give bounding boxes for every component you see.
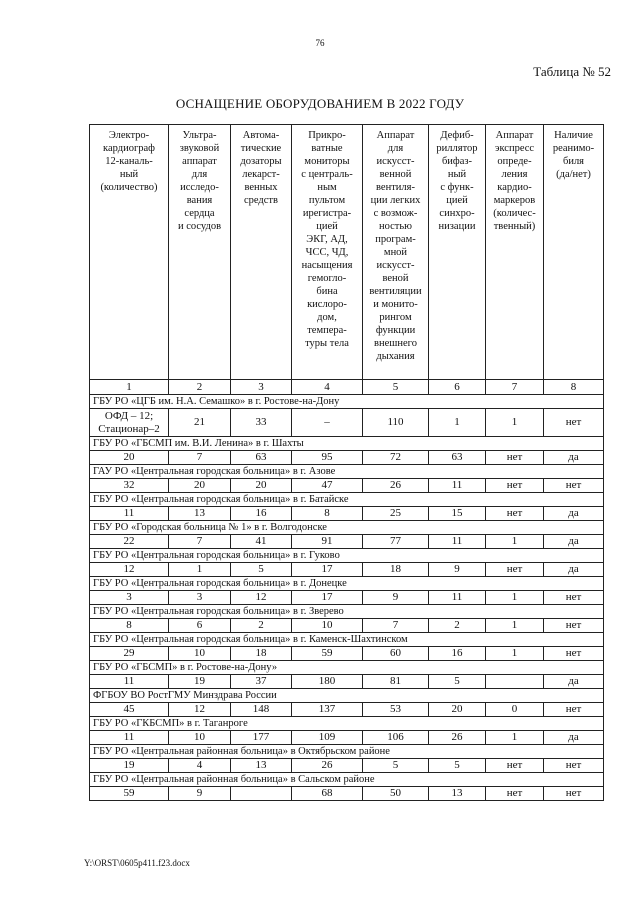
value-cell: 21 — [169, 409, 231, 437]
value-cell: 20 — [231, 479, 292, 493]
data-row — [90, 703, 604, 717]
column-number: 3 — [231, 380, 292, 395]
value-cell: 177 — [231, 731, 292, 745]
data-row — [90, 563, 604, 577]
value-cell: 17 — [292, 591, 363, 605]
organization-name: ГБУ РО «Городская больница № 1» в г. Волгодонске — [90, 521, 604, 535]
value-cell: 1 — [169, 563, 231, 577]
value-cell: 77 — [363, 535, 429, 549]
column-number: 6 — [429, 380, 486, 395]
value-cell: 60 — [363, 647, 429, 661]
column-number: 5 — [363, 380, 429, 395]
value-cell: 8 — [292, 507, 363, 521]
value-cell: 22 — [90, 535, 169, 549]
value-cell: да — [544, 563, 604, 577]
value-cell: нет — [486, 507, 544, 521]
organization-row — [90, 549, 604, 563]
value-cell: 95 — [292, 451, 363, 465]
value-cell: нет — [544, 703, 604, 717]
value-cell: 1 — [486, 409, 544, 437]
value-cell: да — [544, 535, 604, 549]
organization-name: ГБУ РО «Центральная городская больница» в г. Донецке — [90, 577, 604, 591]
value-cell: – — [292, 409, 363, 437]
header-row — [90, 125, 604, 380]
value-cell: 11 — [429, 479, 486, 493]
value-cell: нет — [486, 759, 544, 773]
value-cell: 53 — [363, 703, 429, 717]
organization-row — [90, 577, 604, 591]
value-cell: 68 — [292, 787, 363, 801]
value-cell: 1 — [486, 535, 544, 549]
value-cell: 20 — [169, 479, 231, 493]
organization-name: ФГБОУ ВО РостГМУ Минздрава России — [90, 689, 604, 703]
value-cell: 11 — [90, 731, 169, 745]
header-cell: Аппарат экспресс опреде- ления кардио- маркеров (количес- твенный) — [486, 125, 544, 380]
value-cell: 10 — [169, 731, 231, 745]
value-cell: 26 — [292, 759, 363, 773]
data-row — [90, 647, 604, 661]
value-cell: 180 — [292, 675, 363, 689]
value-cell: 15 — [429, 507, 486, 521]
value-cell: 33 — [231, 409, 292, 437]
value-cell: нет — [544, 409, 604, 437]
value-cell: 13 — [169, 507, 231, 521]
value-cell: 11 — [90, 507, 169, 521]
header-cell: Ультра- звуковой аппарат для исследо- вания сердца и сосудов — [169, 125, 231, 380]
data-row — [90, 731, 604, 745]
value-cell: нет — [486, 479, 544, 493]
value-cell: 19 — [90, 759, 169, 773]
value-cell: 20 — [90, 451, 169, 465]
value-cell: нет — [486, 787, 544, 801]
value-cell: 18 — [363, 563, 429, 577]
value-cell: да — [544, 507, 604, 521]
organization-row — [90, 633, 604, 647]
value-cell: 10 — [169, 647, 231, 661]
header-cell: Электро- кардиограф 12-каналь- ный (количество) — [90, 125, 169, 380]
value-cell: 137 — [292, 703, 363, 717]
value-cell: 5 — [363, 759, 429, 773]
organization-name: ГБУ РО «Центральная районная больница» в Сальском районе — [90, 773, 604, 787]
value-cell: 50 — [363, 787, 429, 801]
value-cell: нет — [544, 591, 604, 605]
value-cell: 11 — [429, 591, 486, 605]
value-cell: да — [544, 451, 604, 465]
value-cell: 32 — [90, 479, 169, 493]
value-cell: 41 — [231, 535, 292, 549]
organization-name: ГБУ РО «Центральная городская больница» в г. Зверево — [90, 605, 604, 619]
value-cell: нет — [544, 619, 604, 633]
value-cell: 25 — [363, 507, 429, 521]
value-cell: 1 — [486, 647, 544, 661]
value-cell: 12 — [169, 703, 231, 717]
organization-name: ГБУ РО «ГБСМП им. В.И. Ленина» в г. Шахты — [90, 437, 604, 451]
document-title: ОСНАЩЕНИЕ ОБОРУДОВАНИЕМ В 2022 ГОДУ — [175, 96, 465, 111]
value-cell — [231, 787, 292, 801]
value-cell: 8 — [90, 619, 169, 633]
value-cell: 13 — [429, 787, 486, 801]
value-cell: 7 — [169, 535, 231, 549]
organization-row — [90, 689, 604, 703]
value-cell: 19 — [169, 675, 231, 689]
value-cell: 37 — [231, 675, 292, 689]
value-cell: 3 — [169, 591, 231, 605]
data-row — [90, 759, 604, 773]
value-cell: нет — [544, 759, 604, 773]
value-cell: 109 — [292, 731, 363, 745]
value-cell: 63 — [429, 451, 486, 465]
value-cell: 9 — [363, 591, 429, 605]
data-row — [90, 787, 604, 801]
value-cell: 29 — [90, 647, 169, 661]
value-cell: 4 — [169, 759, 231, 773]
value-cell: 1 — [486, 731, 544, 745]
value-cell: 110 — [363, 409, 429, 437]
value-cell: да — [544, 675, 604, 689]
organization-row — [90, 395, 604, 409]
organization-row — [90, 521, 604, 535]
value-cell: 20 — [429, 703, 486, 717]
data-row — [90, 535, 604, 549]
value-cell: нет — [486, 451, 544, 465]
value-cell: 9 — [429, 563, 486, 577]
value-cell: 17 — [292, 563, 363, 577]
header-cell: Автома- тические дозаторы лекарст- венных средств — [231, 125, 292, 380]
value-cell: нет — [544, 787, 604, 801]
value-cell: 47 — [292, 479, 363, 493]
data-row — [90, 409, 604, 437]
value-cell: 45 — [90, 703, 169, 717]
value-cell: 1 — [486, 591, 544, 605]
value-cell: 3 — [90, 591, 169, 605]
value-cell: 106 — [363, 731, 429, 745]
data-row — [90, 619, 604, 633]
value-cell: да — [544, 731, 604, 745]
value-cell: 63 — [231, 451, 292, 465]
value-cell: 7 — [169, 451, 231, 465]
organization-name: ГБУ РО «Центральная городская больница» в г. Батайске — [90, 493, 604, 507]
value-cell: 5 — [231, 563, 292, 577]
organization-row — [90, 465, 604, 479]
data-row — [90, 479, 604, 493]
value-cell: 1 — [429, 409, 486, 437]
data-row — [90, 451, 604, 465]
organization-name: ГБУ РО «ГКБСМП» в г. Таганроге — [90, 717, 604, 731]
value-cell: 16 — [231, 507, 292, 521]
value-cell: 0 — [486, 703, 544, 717]
value-cell: 9 — [169, 787, 231, 801]
organization-row — [90, 717, 604, 731]
value-cell: 59 — [292, 647, 363, 661]
value-cell: 11 — [429, 535, 486, 549]
value-cell: 2 — [231, 619, 292, 633]
value-cell: нет — [544, 647, 604, 661]
value-cell: 81 — [363, 675, 429, 689]
table-body — [90, 395, 604, 801]
organization-name: ГБУ РО «Центральная районная больница» в Октябрьском районе — [90, 745, 604, 759]
organization-name: ГАУ РО «Центральная городская больница» в г. Азове — [90, 465, 604, 479]
value-cell: 5 — [429, 675, 486, 689]
column-number: 1 — [90, 380, 169, 395]
organization-row — [90, 493, 604, 507]
header-cell: Наличие реанимо- биля (да/нет) — [544, 125, 604, 380]
data-row — [90, 507, 604, 521]
value-cell: нет — [544, 479, 604, 493]
value-cell: 91 — [292, 535, 363, 549]
organization-name: ГБУ РО «Центральная городская больница» в г. Гуково — [90, 549, 604, 563]
value-cell: 2 — [429, 619, 486, 633]
organization-name: ГБУ РО «Центральная городская больница» в г. Каменск-Шахтинском — [90, 633, 604, 647]
organization-row — [90, 437, 604, 451]
value-cell: нет — [486, 563, 544, 577]
header-cell: Аппарат для искусст- венной вентиля- ции легких с возмож- ностью програм- мной искусст- веной вентиляции и монито- рингом функции внешнего дыхания — [363, 125, 429, 380]
table-number: Таблица № 52 — [533, 64, 611, 79]
value-cell: 26 — [429, 731, 486, 745]
file-path-footer: Y:\ORST\0605p411.f23.docx — [84, 858, 190, 868]
value-cell: 6 — [169, 619, 231, 633]
value-cell — [486, 675, 544, 689]
value-cell: 7 — [363, 619, 429, 633]
data-row — [90, 591, 604, 605]
value-cell: 12 — [231, 591, 292, 605]
page-number: 76 — [315, 38, 325, 48]
column-number: 2 — [169, 380, 231, 395]
value-cell: 13 — [231, 759, 292, 773]
value-cell: 10 — [292, 619, 363, 633]
value-cell: 18 — [231, 647, 292, 661]
value-cell: ОФД – 12; Стационар–2 — [90, 409, 169, 437]
organization-row — [90, 773, 604, 787]
value-cell: 72 — [363, 451, 429, 465]
header-cell: Дефиб- риллятор бифаз- ный с функ- цией синхро- низации — [429, 125, 486, 380]
organization-row — [90, 605, 604, 619]
data-row — [90, 675, 604, 689]
organization-row — [90, 661, 604, 675]
value-cell: 148 — [231, 703, 292, 717]
value-cell: 5 — [429, 759, 486, 773]
value-cell: 26 — [363, 479, 429, 493]
value-cell: 59 — [90, 787, 169, 801]
organization-name: ГБУ РО «ЦГБ им. Н.А. Семашко» в г. Ростове-на-Дону — [90, 395, 604, 409]
value-cell: 16 — [429, 647, 486, 661]
organization-name: ГБУ РО «ГБСМП» в г. Ростове-на-Дону» — [90, 661, 604, 675]
value-cell: 1 — [486, 619, 544, 633]
column-number: 4 — [292, 380, 363, 395]
value-cell: 12 — [90, 563, 169, 577]
organization-row — [90, 745, 604, 759]
column-number-row — [90, 380, 604, 395]
equipment-table — [89, 124, 604, 801]
column-number: 7 — [486, 380, 544, 395]
header-cell: Прикро- ватные мониторы с централь- ным пультом ирегистра- цией ЭКГ, АД, ЧСС, ЧД, насыщения гемогло- бина кислоро- дом, темпера- туры тела — [292, 125, 363, 380]
value-cell: 11 — [90, 675, 169, 689]
column-number: 8 — [544, 380, 604, 395]
